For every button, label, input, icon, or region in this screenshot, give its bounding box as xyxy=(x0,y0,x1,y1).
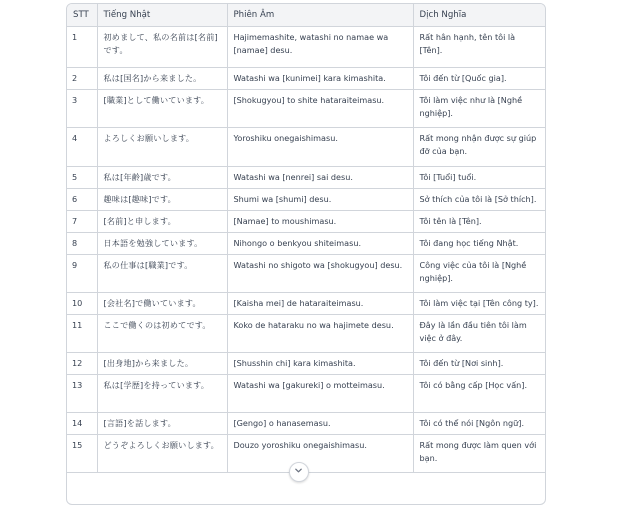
table-row xyxy=(67,189,545,211)
cell-stt: 10 xyxy=(67,293,97,315)
cell-stt: 6 xyxy=(67,189,97,211)
cell-phonetic: Hajimemashite, watashi no namae wa [namae] desu. xyxy=(227,27,413,68)
cell-translation: Đây là lần đầu tiên tôi làm việc ở đây. xyxy=(413,315,545,353)
cell-phonetic: [Kaisha mei] de hataraiteimasu. xyxy=(227,293,413,315)
cell-phonetic: [Shokugyou] to shite hataraiteimasu. xyxy=(227,90,413,128)
cell-phonetic: Yoroshiku onegaishimasu. xyxy=(227,128,413,167)
cell-translation: Tôi đến từ [Nơi sinh]. xyxy=(413,353,545,375)
cell-japanese: [会社名]で働いています。 xyxy=(97,293,227,315)
cell-phonetic: Koko de hataraku no wa hajimete desu. xyxy=(227,315,413,353)
table-row xyxy=(67,233,545,255)
cell-phonetic: Douzo yoroshiku onegaishimasu. xyxy=(227,435,413,473)
cell-japanese: [言語]を話します。 xyxy=(97,413,227,435)
cell-phonetic: Watashi wa [kunimei] kara kimashita. xyxy=(227,68,413,90)
cell-stt: 3 xyxy=(67,90,97,128)
table-row xyxy=(67,413,545,435)
table-row xyxy=(67,128,545,167)
cell-translation: Công việc của tôi là [Nghề nghiệp]. xyxy=(413,255,545,293)
cell-stt: 5 xyxy=(67,167,97,189)
table-row xyxy=(67,167,545,189)
cell-translation: Rất hân hạnh, tên tôi là [Tên]. xyxy=(413,27,545,68)
cell-translation: Tôi có thể nói [Ngôn ngữ]. xyxy=(413,413,545,435)
cell-japanese: [名前]と申します。 xyxy=(97,211,227,233)
cell-translation: Tôi có bằng cấp [Học vấn]. xyxy=(413,375,545,413)
cell-phonetic: Watashi wa [gakureki] o motteimasu. xyxy=(227,375,413,413)
cell-translation: Tôi [Tuổi] tuổi. xyxy=(413,167,545,189)
cell-phonetic: Shumi wa [shumi] desu. xyxy=(227,189,413,211)
cell-japanese: 初めまして、私の名前は[名前]です。 xyxy=(97,27,227,68)
cell-translation: Tôi tên là [Tên]. xyxy=(413,211,545,233)
cell-stt: 7 xyxy=(67,211,97,233)
cell-stt: 9 xyxy=(67,255,97,293)
cell-japanese: 私は[学歴]を持っています。 xyxy=(97,375,227,413)
cell-translation: Tôi làm việc tại [Tên công ty]. xyxy=(413,293,545,315)
cell-phonetic: [Gengo] o hanasemasu. xyxy=(227,413,413,435)
cell-stt: 2 xyxy=(67,68,97,90)
cell-japanese: [職業]として働いています。 xyxy=(97,90,227,128)
cell-phonetic: [Namae] to moushimasu. xyxy=(227,211,413,233)
cell-stt: 13 xyxy=(67,375,97,413)
header-translation: Dịch Nghĩa xyxy=(413,4,545,27)
cell-japanese: 私は[国名]から来ました。 xyxy=(97,68,227,90)
table-row xyxy=(67,315,545,353)
cell-japanese: 趣味は[趣味]です。 xyxy=(97,189,227,211)
table-row xyxy=(67,293,545,315)
cell-translation: Rất mong nhận được sự giúp đỡ của bạn. xyxy=(413,128,545,167)
cell-stt: 4 xyxy=(67,128,97,167)
cell-translation: Tôi đến từ [Quốc gia]. xyxy=(413,68,545,90)
table-header-row xyxy=(67,4,545,27)
cell-japanese: 私は[年齢]歳です。 xyxy=(97,167,227,189)
header-phonetic: Phiên Âm xyxy=(227,4,413,27)
cell-japanese: 日本語を勉強しています。 xyxy=(97,233,227,255)
cell-stt: 15 xyxy=(67,435,97,473)
cell-stt: 11 xyxy=(67,315,97,353)
scroll-down-button[interactable] xyxy=(289,462,309,482)
cell-stt: 12 xyxy=(67,353,97,375)
cell-stt: 1 xyxy=(67,27,97,68)
cell-stt: 8 xyxy=(67,233,97,255)
cell-phonetic: Nihongo o benkyou shiteimasu. xyxy=(227,233,413,255)
cell-translation: Sở thích của tôi là [Sở thích]. xyxy=(413,189,545,211)
table-row xyxy=(67,353,545,375)
cell-stt: 14 xyxy=(67,413,97,435)
cell-japanese: ここで働くのは初めてです。 xyxy=(97,315,227,353)
vocabulary-table xyxy=(67,4,545,473)
cell-translation: Rất mong được làm quen với bạn. xyxy=(413,435,545,473)
table-row xyxy=(67,27,545,68)
table-row xyxy=(67,90,545,128)
header-stt: STT xyxy=(67,4,97,27)
cell-phonetic: [Shusshin chi] kara kimashita. xyxy=(227,353,413,375)
cell-phonetic: Watashi no shigoto wa [shokugyou] desu. xyxy=(227,255,413,293)
cell-phonetic: Watashi wa [nenrei] sai desu. xyxy=(227,167,413,189)
cell-translation: Tôi đang học tiếng Nhật. xyxy=(413,233,545,255)
table-row xyxy=(67,255,545,293)
table-row xyxy=(67,68,545,90)
table-row xyxy=(67,211,545,233)
chevron-down-icon xyxy=(294,466,303,475)
header-japanese: Tiếng Nhật xyxy=(97,4,227,27)
table-row xyxy=(67,375,545,413)
cell-japanese: よろしくお願いします。 xyxy=(97,128,227,167)
cell-translation: Tôi làm việc như là [Nghề nghiệp]. xyxy=(413,90,545,128)
cell-japanese: 私の仕事は[職業]です。 xyxy=(97,255,227,293)
vocabulary-table-container xyxy=(66,3,546,505)
cell-japanese: [出身地]から来ました。 xyxy=(97,353,227,375)
cell-japanese: どうぞよろしくお願いします。 xyxy=(97,435,227,473)
